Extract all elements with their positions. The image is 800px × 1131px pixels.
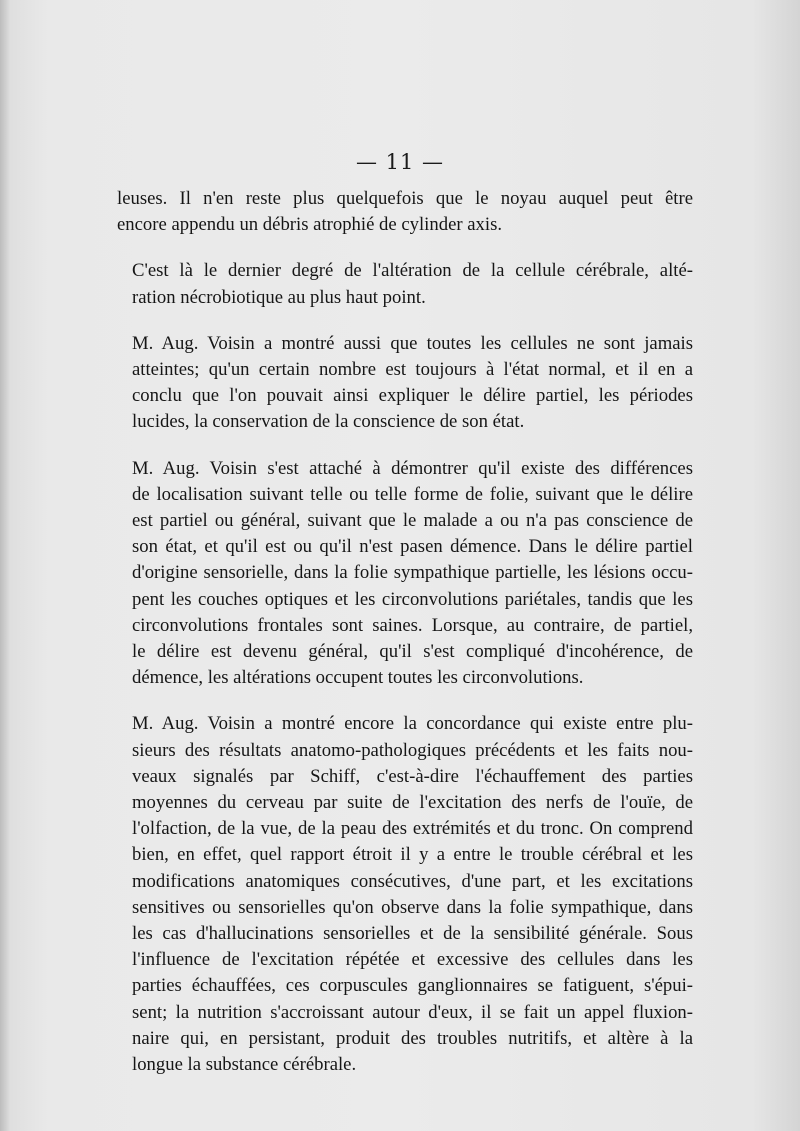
text-line: sensitives ou sensorielles qu'on observe dans la folie sympathique, dans: [132, 896, 693, 918]
page-number: — 11 —: [355, 150, 445, 174]
body-text: [117, 186, 693, 1078]
text-line: d'origine sensorielle, dans la folie sympathique partielle, les lésions occu-: [132, 562, 693, 584]
paragraph-voisin-concordance: [117, 711, 693, 1078]
text-line: sieurs des résultats anatomo-pathologiques précédents et les faits nou-: [132, 739, 693, 761]
text-line: pent les couches optiques et les circonvolutions pariétales, tandis que les: [132, 588, 693, 610]
text-line: circonvolutions frontales sont saines. Lorsque, au contraire, de partiel,: [132, 614, 693, 636]
paragraph-continuation: [117, 186, 693, 238]
text-line: lucides, la conservation de la conscience de son état.: [132, 411, 525, 433]
paragraph-alteration: [117, 258, 693, 310]
text-line: M. Aug. Voisin a montré aussi que toutes les cellules ne sont jamais: [132, 332, 693, 354]
text-line: modifications anatomiques consécutives, d'une part, et les excitations: [132, 870, 693, 892]
text-line: veaux signalés par Schiff, c'est-à-dire l'échauffement des parties: [132, 765, 693, 787]
text-line: démence, les altérations occupent toutes les circonvolutions.: [132, 667, 584, 689]
text-line: conclu que l'on pouvait ainsi expliquer le délire partiel, les périodes: [132, 385, 693, 407]
text-line: leuses. Il n'en reste plus quelquefois que le noyau auquel peut être: [117, 188, 693, 209]
paragraph-voisin-cells: [117, 331, 693, 436]
text-line: parties échauffées, ces corpuscules ganglionnaires se fatiguent, s'épui-: [132, 975, 693, 997]
text-line: encore appendu un débris atrophié de cylinder axis.: [117, 214, 503, 236]
paragraph-voisin-localisation: [117, 456, 693, 692]
text-line: les cas d'hallucinations sensorielles et de la sensibilité générale. Sous: [132, 923, 693, 945]
text-line: moyennes du cerveau par suite de l'excitation des nerfs de l'ouïe, de: [132, 792, 693, 814]
text-line: de localisation suivant telle ou telle forme de folie, suivant que le délire: [132, 483, 693, 505]
text-line: est partiel ou général, suivant que le malade a ou n'a pas conscience de: [132, 510, 693, 532]
text-line: atteintes; qu'un certain nombre est toujours à l'état normal, et il en a: [132, 359, 693, 381]
text-line: ration nécrobiotique au plus haut point.: [132, 286, 426, 308]
text-line: bien, en effet, quel rapport étroit il y a entre le trouble cérébral et les: [132, 844, 693, 866]
text-line: l'influence de l'excitation répétée et excessive des cellules dans les: [132, 949, 693, 971]
text-line: C'est là le dernier degré de l'altération de la cellule cérébrale, alté-: [132, 260, 693, 282]
text-line: sent; la nutrition s'accroissant autour d'eux, il se fait un appel fluxion-: [132, 1001, 693, 1023]
text-line: son état, et qu'il est ou qu'il n'est pasen démence. Dans le délire partiel: [132, 536, 693, 558]
text-line: M. Aug. Voisin a montré encore la concordance qui existe entre plu-: [132, 713, 693, 735]
text-line: naire qui, en persistant, produit des troubles nutritifs, et altère à la: [132, 1027, 693, 1049]
text-line: le délire est devenu général, qu'il s'est compliqué d'incohérence, de: [132, 641, 693, 663]
text-line: l'olfaction, de la vue, de la peau des extrémités et du tronc. On comprend: [132, 818, 693, 840]
text-line: M. Aug. Voisin s'est attaché à démontrer qu'il existe des différences: [132, 457, 693, 479]
text-line: longue la substance cérébrale.: [132, 1054, 357, 1076]
